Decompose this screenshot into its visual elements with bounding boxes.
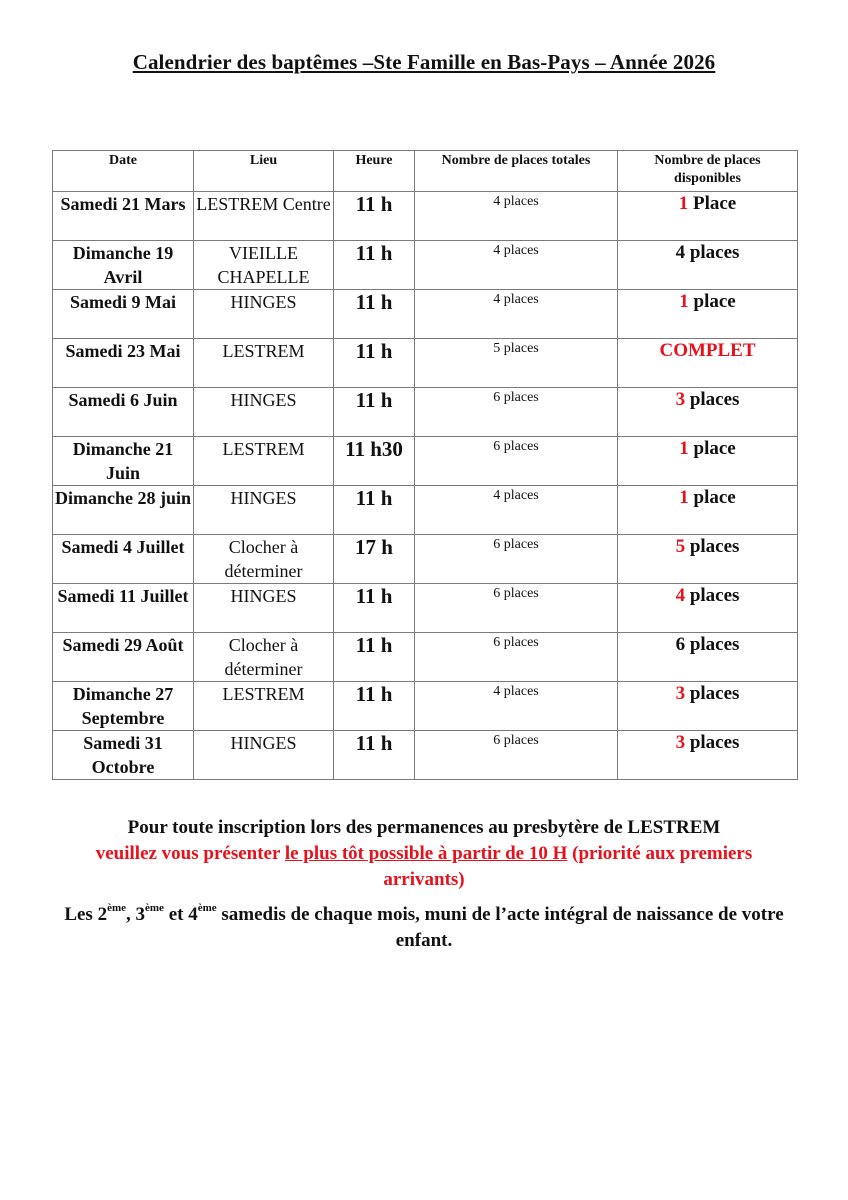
- cell-places-totales: 6 places: [415, 388, 618, 437]
- table-row: [53, 388, 798, 437]
- notes-text: Les 2: [64, 904, 108, 925]
- cell-heure: 11 h30: [334, 437, 415, 486]
- available-count: 6: [675, 634, 686, 655]
- table-row: [53, 682, 798, 731]
- notes-paragraph-1: [60, 815, 788, 893]
- notes-text: samedis de chaque mois, muni de l’acte intégral de naissance de votre enfant.: [216, 904, 784, 951]
- available-count: 4: [675, 585, 686, 606]
- cell-places-totales: 6 places: [415, 584, 618, 633]
- notes-line-2-underlined: le plus tôt possible à partir de 10 H: [284, 843, 568, 864]
- ordinal-sup: ème: [197, 901, 217, 914]
- available-count: 4: [675, 242, 686, 263]
- cell-lieu: HINGES: [194, 388, 334, 437]
- registration-notes: [60, 815, 788, 954]
- available-label: place: [688, 438, 736, 459]
- header-date: Date: [53, 151, 194, 192]
- table-row: [53, 633, 798, 682]
- cell-places-disponibles: [618, 486, 798, 535]
- notes-text: , 3: [126, 904, 146, 925]
- cell-places-totales: 4 places: [415, 241, 618, 290]
- cell-places-disponibles: [618, 192, 798, 241]
- cell-lieu: Clocher à déterminer: [194, 535, 334, 584]
- table-header-row: [53, 151, 798, 192]
- cell-places-totales: 5 places: [415, 339, 618, 388]
- cell-date: Samedi 11 Juillet: [53, 584, 194, 633]
- cell-lieu: HINGES: [194, 290, 334, 339]
- cell-places-totales: 4 places: [415, 192, 618, 241]
- header-places-disponibles: Nombre de places disponibles: [618, 151, 798, 192]
- table-row: [53, 192, 798, 241]
- available-count: 3: [675, 683, 686, 704]
- table-row: [53, 241, 798, 290]
- cell-places-disponibles: [618, 339, 798, 388]
- available-count: 1: [679, 438, 689, 459]
- cell-places-disponibles: [618, 290, 798, 339]
- baptism-calendar-table: [52, 150, 798, 780]
- cell-date: Samedi 23 Mai: [53, 339, 194, 388]
- table-row: [53, 535, 798, 584]
- available-label: Place: [688, 193, 737, 214]
- ordinal-sup: ème: [107, 901, 127, 914]
- available-count: 1: [679, 291, 689, 312]
- header-heure: Heure: [334, 151, 415, 192]
- cell-date: Dimanche 28 juin: [53, 486, 194, 535]
- available-label: places: [685, 683, 740, 704]
- notes-text: et 4: [163, 904, 198, 925]
- cell-date: Samedi 31 Octobre: [53, 731, 194, 780]
- available-count: 1: [678, 193, 689, 214]
- available-label: places: [685, 732, 740, 753]
- cell-date: Samedi 6 Juin: [53, 388, 194, 437]
- available-count: 3: [675, 732, 686, 753]
- cell-places-totales: 4 places: [415, 486, 618, 535]
- cell-places-disponibles: [618, 584, 798, 633]
- table-row: [53, 584, 798, 633]
- cell-heure: 11 h: [334, 486, 415, 535]
- cell-date: Dimanche 27 Septembre: [53, 682, 194, 731]
- cell-heure: 17 h: [334, 535, 415, 584]
- cell-heure: 11 h: [334, 290, 415, 339]
- cell-places-totales: 4 places: [415, 682, 618, 731]
- cell-heure: 11 h: [334, 731, 415, 780]
- cell-heure: 11 h: [334, 388, 415, 437]
- cell-lieu: HINGES: [194, 584, 334, 633]
- table-row: [53, 486, 798, 535]
- available-count: 5: [675, 536, 686, 557]
- cell-places-totales: 6 places: [415, 633, 618, 682]
- cell-date: Samedi 21 Mars: [53, 192, 194, 241]
- cell-heure: 11 h: [334, 192, 415, 241]
- cell-heure: 11 h: [334, 584, 415, 633]
- table-row: [53, 290, 798, 339]
- available-label: places: [685, 634, 740, 655]
- ordinal-sup: ème: [145, 901, 164, 914]
- notes-line-2-suffix: (priorité aux premiers arrivants): [383, 843, 753, 890]
- cell-date: Samedi 29 Août: [53, 633, 194, 682]
- cell-heure: 11 h: [334, 339, 415, 388]
- cell-date: Dimanche 21 Juin: [53, 437, 194, 486]
- available-count: 1: [679, 487, 689, 508]
- cell-places-disponibles: [618, 241, 798, 290]
- cell-heure: 11 h: [334, 241, 415, 290]
- page-title: Calendrier des baptêmes –Ste Famille en Bas-Pays – Année 2026: [132, 50, 716, 74]
- cell-places-disponibles: [618, 682, 798, 731]
- cell-places-disponibles: [618, 388, 798, 437]
- available-label: places: [685, 536, 740, 557]
- cell-date: Dimanche 19 Avril: [53, 241, 194, 290]
- table-row: [53, 731, 798, 780]
- cell-places-disponibles: [618, 731, 798, 780]
- table-row: [53, 339, 798, 388]
- cell-places-totales: 6 places: [415, 731, 618, 780]
- cell-heure: 11 h: [334, 633, 415, 682]
- header-places-totales: Nombre de places totales: [415, 151, 618, 192]
- cell-places-disponibles: [618, 535, 798, 584]
- table-row: [53, 437, 798, 486]
- cell-places-disponibles: [618, 633, 798, 682]
- cell-places-totales: 4 places: [415, 290, 618, 339]
- cell-date: Samedi 4 Juillet: [53, 535, 194, 584]
- cell-places-disponibles: [618, 437, 798, 486]
- available-label: COMPLET: [659, 340, 756, 361]
- cell-date: Samedi 9 Mai: [53, 290, 194, 339]
- cell-lieu: LESTREM: [194, 339, 334, 388]
- cell-places-totales: 6 places: [415, 437, 618, 486]
- available-count: 3: [675, 389, 686, 410]
- cell-heure: 11 h: [334, 682, 415, 731]
- notes-paragraph-2: [60, 902, 788, 954]
- cell-lieu: HINGES: [194, 731, 334, 780]
- cell-lieu: LESTREM: [194, 682, 334, 731]
- available-label: places: [685, 585, 740, 606]
- cell-lieu: LESTREM Centre: [194, 192, 334, 241]
- cell-lieu: Clocher à déterminer: [194, 633, 334, 682]
- cell-lieu: LESTREM: [194, 437, 334, 486]
- cell-lieu: HINGES: [194, 486, 334, 535]
- cell-places-totales: 6 places: [415, 535, 618, 584]
- available-label: place: [688, 487, 736, 508]
- available-label: places: [685, 242, 740, 263]
- available-label: place: [688, 291, 736, 312]
- available-label: places: [685, 389, 740, 410]
- header-lieu: Lieu: [194, 151, 334, 192]
- notes-line-1: Pour toute inscription lors des permanences au presbytère de LESTREM: [127, 817, 721, 838]
- cell-lieu: VIEILLE CHAPELLE: [194, 241, 334, 290]
- notes-line-2-prefix: veuillez vous présenter: [95, 843, 285, 864]
